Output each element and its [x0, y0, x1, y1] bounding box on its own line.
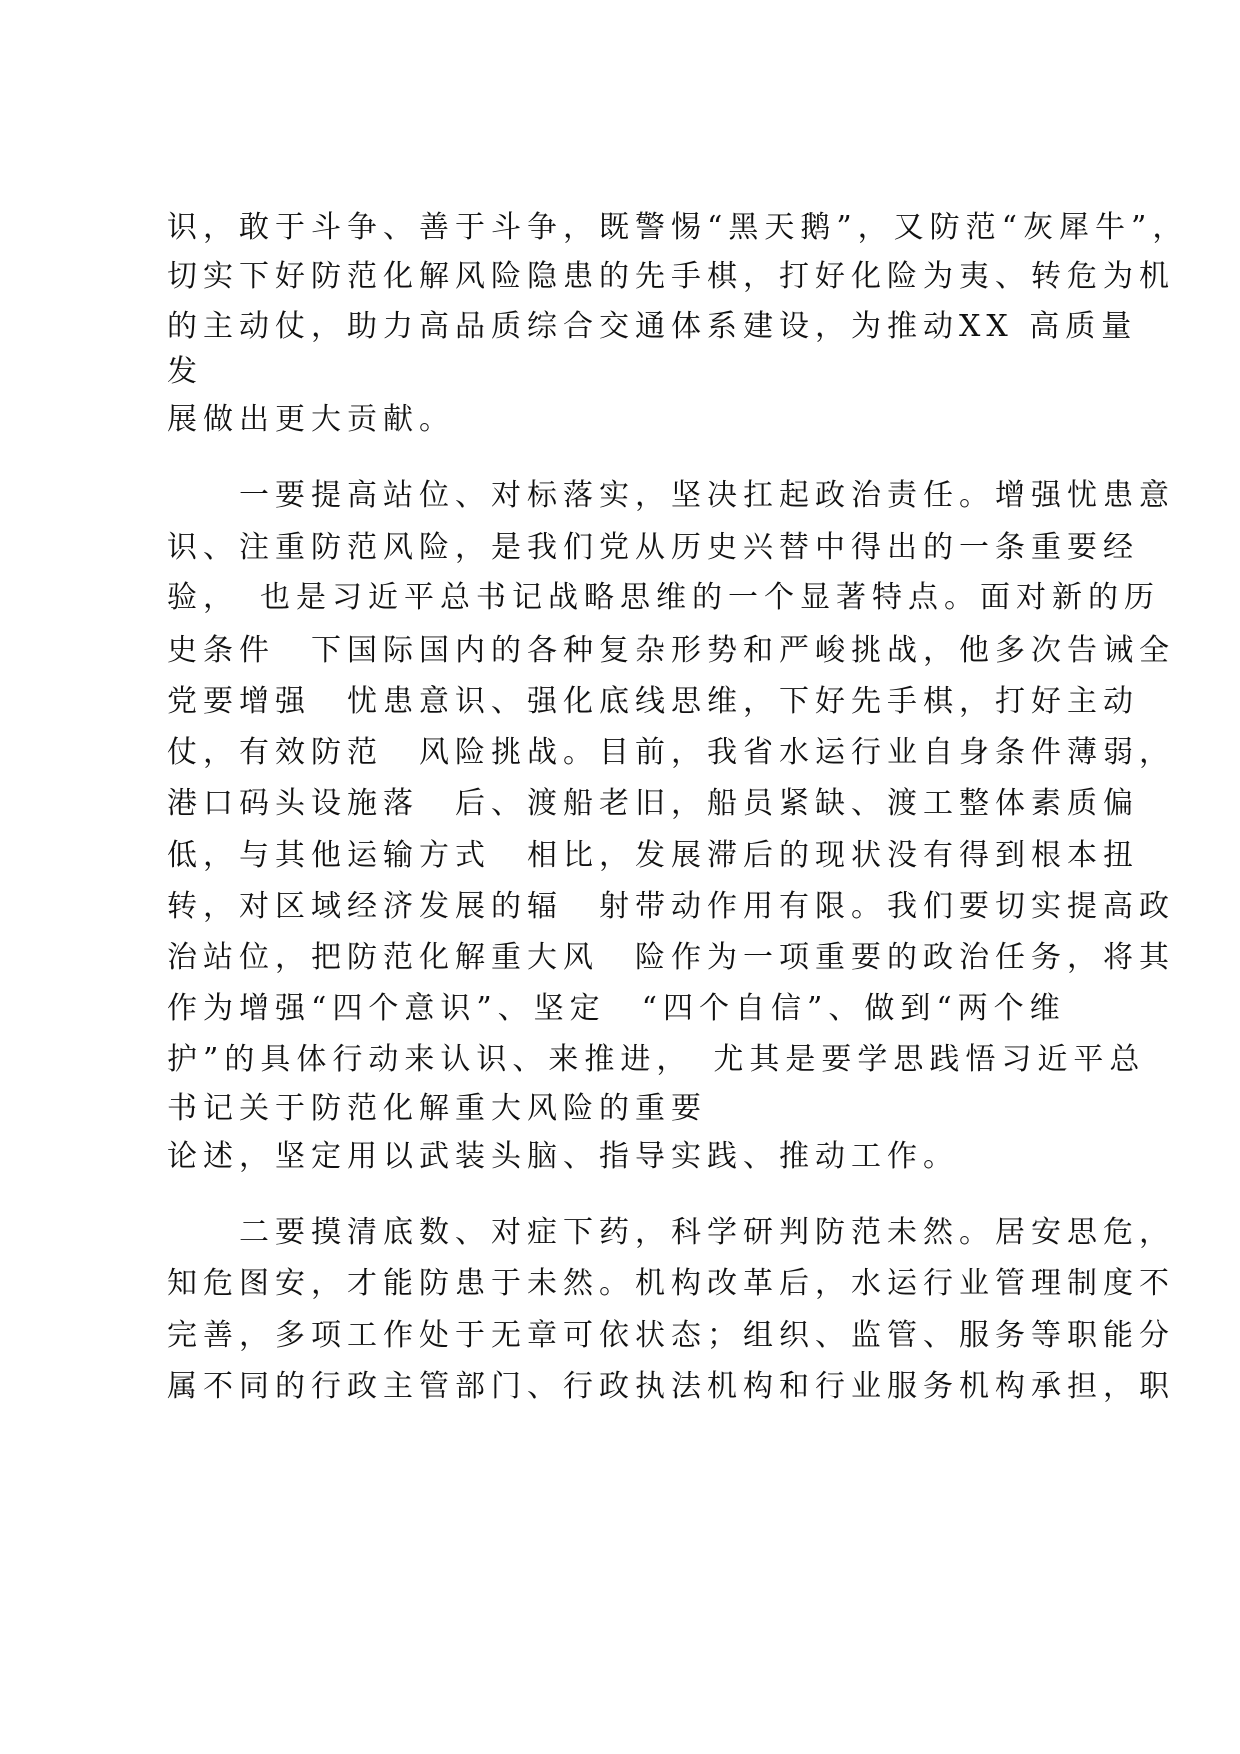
paragraph-1-line: 史条件 下国际国内的各种复杂形势和严峻挑战，他多次告诫全	[167, 633, 1175, 668]
text-line: 识，敢于斗争、善于斗争，既警惕“黑天鹅”，又防范“灰犀牛”，	[167, 210, 1189, 245]
paragraph-1-line: 港口码头设施落 后、渡船老旧，船员紧缺、渡工整体素质偏	[167, 786, 1139, 821]
text-line: 切实下好防范化解风险隐患的先手棋，打好化险为夷、转危为机	[167, 259, 1175, 294]
paragraph-2-line: 属不同的行政主管部门、行政执法机构和行业服务机构承担，职	[167, 1369, 1175, 1404]
paragraph-2-line: 二要摸清底数、对症下药，科学研判防范未然。居安思危，	[167, 1215, 1175, 1250]
paragraph-1-line: 党要增强 忧患意识、强化底线思维，下好先手棋，打好主动	[167, 684, 1139, 719]
paragraph-1-line: 仗，有效防范 风险挑战。目前，我省水运行业自身条件薄弱，	[167, 735, 1175, 770]
paragraph-2-line: 知危图安，才能防患于未然。机构改革后，水运行业管理制度不	[167, 1266, 1175, 1301]
text-line: 的主动仗，助力高品质综合交通体系建设，为推动XX 高质量	[167, 309, 1138, 344]
paragraph-1-line: 一要提高站位、对标落实，坚决扛起政治责任。增强忧患意	[167, 478, 1175, 513]
paragraph-1-line: 书记关于防范化解重大风险的重要	[167, 1091, 707, 1126]
text-line: 发	[167, 354, 203, 389]
paragraph-1-line: 低，与其他运输方式 相比，发展滞后的现状没有得到根本扭	[167, 838, 1139, 873]
text-line: 展做出更大贡献。	[167, 402, 455, 437]
paragraph-1-line: 转，对区域经济发展的辐 射带动作用有限。我们要切实提高政	[167, 889, 1175, 924]
paragraph-2-line: 完善，多项工作处于无章可依状态；组织、监管、服务等职能分	[167, 1318, 1175, 1353]
paragraph-1-line: 治站位，把防范化解重大风 险作为一项重要的政治任务，将其	[167, 940, 1175, 975]
paragraph-1-line: 识、注重防范风险，是我们党从历史兴替中得出的一条重要经	[167, 530, 1139, 565]
paragraph-1-line: 论述，坚定用以武装头脑、指导实践、推动工作。	[167, 1139, 959, 1174]
paragraph-1-line: 护”的具体行动来认识、来推进， 尤其是要学思践悟习近平总	[167, 1042, 1146, 1077]
paragraph-1-line: 验， 也是习近平总书记战略思维的一个显著特点。面对新的历	[167, 580, 1160, 615]
paragraph-1-line: 作为增强“四个意识”、坚定 “四个自信”、做到“两个维	[167, 991, 1066, 1026]
